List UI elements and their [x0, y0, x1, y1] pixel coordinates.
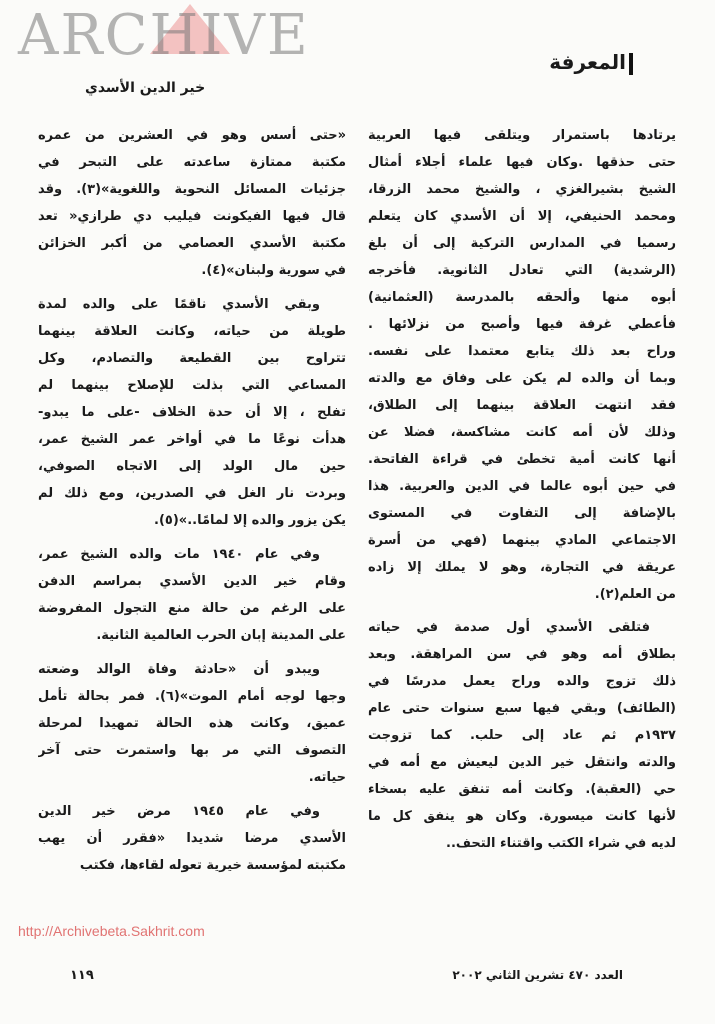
- text-line: حي (العقبة). وكانت أمه تنفق عليه بسخاء: [368, 782, 676, 797]
- paragraph: [368, 122, 676, 608]
- text-line: «حتى أسس وهو في العشرين من عمره: [38, 128, 346, 143]
- text-line: فأعطي غرفة فيها وأصبح من نزلائها .: [368, 317, 676, 332]
- text-line: أبوه منها وألحقه بالمدرسة (العثمانية): [368, 290, 676, 305]
- text-line: المساعي التي بذلت للإصلاح بينهما لم: [38, 378, 346, 393]
- paragraph: [38, 798, 346, 879]
- text-line: فقد انتهت العلاقة بينهما إلى الطلاق،: [368, 398, 676, 413]
- text-line: بالإضافة إلى التفاوت في المستوى: [368, 506, 676, 521]
- text-line: في سورية ولبنان»(٤).: [201, 263, 346, 278]
- text-line: على المدينة إبان الحرب العالمية الثانية.: [96, 628, 346, 643]
- text-line: وجها لوجه أمام الموت»(٦). فمر بحالة تأمل: [38, 689, 346, 704]
- text-line: وبردت نار الغل في الصدرين، ومع ذلك لم: [38, 486, 346, 501]
- text-line: هدأت نوعًا ما في أواخر عمر الشيخ عمر،: [38, 432, 346, 447]
- paragraph: [38, 656, 346, 791]
- text-line: ومحمد الحنيفي، إلا أن الأسدي كان يتعلم: [368, 209, 676, 224]
- text-line: وفي عام ١٩٤٠ مات والده الشيخ عمر،: [38, 547, 320, 562]
- text-line: وراح بعد ذلك يتابع معتمدا على نفسه.: [368, 344, 676, 359]
- text-line: الشيخ بشيرالغزي ، والشيخ محمد الزرقا،: [368, 182, 676, 197]
- right-column: [368, 122, 676, 863]
- text-line: حين مال الولد إلى الاتجاه الصوفي،: [38, 459, 346, 474]
- text-line: من العلم(٢).: [594, 587, 676, 602]
- paragraph: [38, 122, 346, 284]
- text-line: التصوف التي مر بها واستمرت حتى آخر: [38, 743, 346, 758]
- text-line: (الطائف) وبقي فيها سبع سنوات حتى عام: [368, 701, 676, 716]
- text-line: أنها كانت أمية تخطئ في قراءة الفاتحة.: [368, 452, 676, 467]
- text-line: الاجتماعي المادي بينهما (فهي من أسرة: [368, 533, 676, 548]
- watermark-logo-icon: [150, 4, 230, 54]
- text-line: على الرغم من حالة منع التجول المفروضة: [38, 601, 346, 616]
- archive-watermark: [0, 0, 430, 74]
- logo-bar-icon: [629, 53, 633, 75]
- text-line: الأسدي مرضا شديدا «فقرر أن يهب: [38, 831, 346, 846]
- text-line: يكن يزور والده إلا لمامًا..»(٥).: [154, 513, 346, 528]
- magazine-logo-text: المعرفة: [549, 50, 626, 74]
- text-line: تتراوح بين القطيعة والتصادم، وكل: [38, 351, 346, 366]
- text-line: (الرشدية) التي تعادل الثانوية. فأخرجه: [368, 263, 676, 278]
- text-line: حتى حذقها .وكان فيها علماء أجلاء أمثال: [368, 155, 676, 170]
- text-line: وبما أن والده لم يكن على وفاق مع والدته: [368, 371, 676, 386]
- text-line: عريقة في التجارة، وهو لا يملك إلا زاده: [368, 560, 676, 575]
- text-line: طويلة من حياته، وكانت العلاقة بينهما: [38, 324, 346, 339]
- text-line: مكتبة الأسدي العصامي من أكبر الخزائن: [38, 236, 346, 251]
- text-line: يرتادها باستمرار ويتلقى فيها العربية: [368, 128, 676, 143]
- watermark-text: ARCHIVE: [18, 3, 310, 68]
- magazine-logo: [549, 50, 633, 75]
- watermark-url: http://Archivebeta.Sakhrit.com: [18, 923, 205, 939]
- text-line: مكتبة ممتازة ساعدته على التبحر في: [38, 155, 346, 170]
- text-line: وبقي الأسدي ناقمًا على والده لمدة: [38, 297, 320, 312]
- page-number: ١١٩: [70, 968, 94, 983]
- text-line: لأنها كانت ميسورة. وكان هو ينفق كل ما: [368, 809, 676, 824]
- text-line: بطلاق أمه وهو في سن المراهقة. وبعد: [368, 647, 676, 662]
- text-line: وقام خير الدين الأسدي بمراسم الدفن: [38, 574, 346, 589]
- text-line: في حين أبوه عالما في الدين والعربية. هذا: [368, 479, 676, 494]
- text-line: رسميا في المدارس التركية إلى أن بلغ: [368, 236, 676, 251]
- text-line: وفي عام ١٩٤٥ مرض خير الدين: [38, 804, 320, 819]
- text-line: وذلك لأن أمه كانت مشاكسة، فضلا عن: [368, 425, 676, 440]
- paragraph: [38, 541, 346, 649]
- text-line: مكتبته لمؤسسة خيرية تعوله لقاءها، فكتب: [79, 858, 346, 873]
- text-line: جزئيات المسائل النحوية واللغوية»(٣). وقد: [38, 182, 346, 197]
- text-line: تفلح ، إلا أن حدة الخلاف -على ما يبدو-: [38, 405, 346, 420]
- paragraph: [368, 614, 676, 857]
- text-line: والدته وانتقل خير الدين ليعيش مع أمه في: [368, 755, 676, 770]
- footer-issue: العدد ٤٧٠ تشرين الثاني ٢٠٠٢: [452, 968, 623, 982]
- running-head: خير الدين الأسدي: [85, 80, 206, 96]
- paragraph: [38, 291, 346, 534]
- text-line: قال فيها الفيكونت فيليب دي طرازي« تعد: [38, 209, 346, 224]
- text-line: حياته.: [308, 770, 346, 785]
- text-line: فتلقى الأسدي أول صدمة في حياته: [368, 620, 650, 635]
- text-line: ويبدو أن «حادثة وفاة الوالد وضعته: [38, 662, 320, 677]
- left-column: [38, 122, 346, 886]
- text-line: عميق، وكانت هذه الحالة تمهيدا لمرحلة: [38, 716, 346, 731]
- text-line: ذلك تزوج والده وراح يعمل مدرسًا في: [368, 674, 676, 689]
- text-line: ١٩٣٧م ثم عاد إلى حلب. كما تزوجت: [368, 728, 676, 743]
- text-line: لديه في شراء الكتب واقتناء التحف..: [446, 836, 676, 851]
